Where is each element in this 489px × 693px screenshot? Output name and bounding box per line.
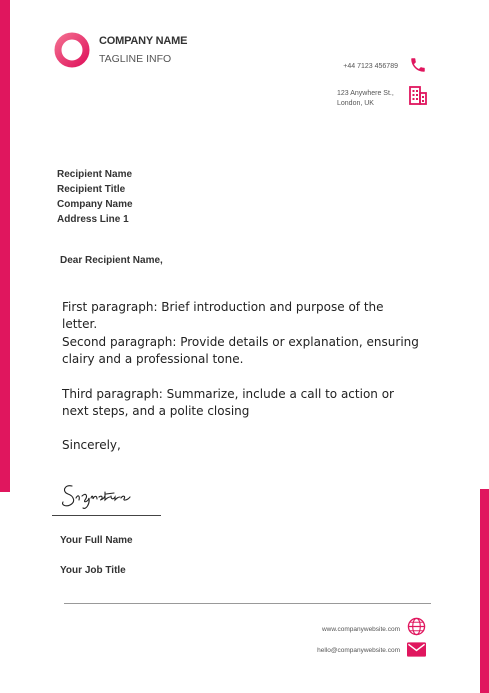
email-text: hello@companywebsite.com — [317, 647, 400, 654]
tagline: TAGLINE INFO — [99, 53, 172, 65]
globe-icon — [407, 617, 426, 636]
website-text: www.companywebsite.com — [321, 626, 400, 633]
sender-full-name: Your Full Name — [60, 535, 133, 546]
recipient-title: Recipient Title — [57, 184, 126, 195]
recipient-address: Address Line 1 — [57, 214, 129, 225]
signature-line — [52, 515, 161, 516]
right-accent-bar — [480, 489, 489, 693]
closing: Sincerely, — [62, 438, 121, 452]
paragraph-2: Second paragraph: Provide details or explanation, ensuring clairy and a professional tone. — [62, 335, 419, 366]
address-line-2: London, UK — [337, 100, 374, 107]
left-accent-bar — [0, 0, 10, 492]
phone-number: +44 7123 456789 — [343, 63, 398, 70]
company-name: COMPANY NAME — [99, 35, 188, 47]
greeting: Dear Recipient Name, — [60, 255, 163, 266]
sender-job-title: Your Job Title — [60, 565, 126, 576]
recipient-block — [57, 167, 133, 227]
mail-icon — [407, 642, 426, 657]
footer-divider — [64, 603, 431, 604]
paragraph-1: First paragraph: Brief introduction and purpose of the letter. — [62, 300, 384, 331]
building-icon — [409, 86, 427, 105]
signature — [58, 478, 158, 512]
recipient-name: Recipient Name — [57, 169, 133, 180]
paragraph-3: Third paragraph: Summarize, include a call to action or next steps, and a polite closing — [62, 387, 394, 418]
company-address — [337, 89, 394, 109]
phone-icon — [409, 56, 427, 74]
address-line-1: 123 Anywhere St., — [337, 90, 394, 97]
company-logo — [53, 31, 91, 69]
recipient-company: Company Name — [57, 199, 133, 210]
